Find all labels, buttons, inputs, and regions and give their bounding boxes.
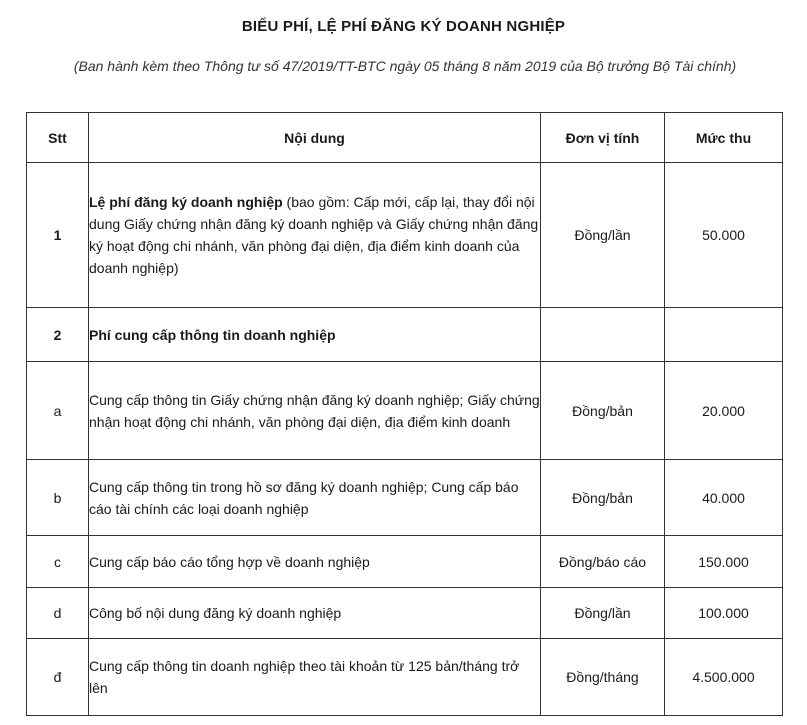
fee-table — [26, 112, 783, 716]
table-row — [27, 460, 783, 536]
row-content: Cung cấp thông tin Giấy chứng nhận đăng ký doanh nghiệp; Giấy chứng nhận hoạt động chi nhánh, văn phòng đại diện, địa điểm kinh doanh — [89, 362, 541, 460]
row-stt: c — [27, 536, 89, 588]
row-content: Cung cấp thông tin trong hồ sơ đăng ký doanh nghiệp; Cung cấp báo cáo tài chính các loại doanh nghiệp — [89, 460, 541, 536]
row-fee — [665, 308, 783, 362]
header-content: Nội dung — [89, 113, 541, 163]
table-header-row — [27, 113, 783, 163]
row-stt: b — [27, 460, 89, 536]
row-fee: 100.000 — [665, 588, 783, 639]
row-fee: 50.000 — [665, 163, 783, 308]
row-unit: Đồng/lần — [541, 163, 665, 308]
header-stt: Stt — [27, 113, 89, 163]
document-title: BIỂU PHÍ, LỆ PHÍ ĐĂNG KÝ DOANH NGHIỆP — [241, 18, 566, 35]
table-row — [27, 308, 783, 362]
row-unit: Đồng/bản — [541, 362, 665, 460]
row-fee: 150.000 — [665, 536, 783, 588]
row-unit: Đồng/bản — [541, 460, 665, 536]
row-unit: Đồng/lần — [541, 588, 665, 639]
row-content-bold: Lệ phí đăng ký doanh nghiệp — [89, 194, 283, 210]
header-fee: Mức thu — [665, 113, 783, 163]
row-content: Cung cấp thông tin doanh nghiệp theo tài khoản từ 125 bản/tháng trở lên — [89, 639, 541, 716]
row-content-text: (bao gồm: Cấp mới, cấp lại, thay đổi nội dung Giấy chứng nhận đăng ký doanh nghiệp và Giấy chứng nhận đăng ký hoạt động chi nhánh, văn phòng đại diện, địa điểm kinh doanh của doanh nghiệp) — [89, 194, 539, 276]
row-stt: a — [27, 362, 89, 460]
row-fee: 40.000 — [665, 460, 783, 536]
table-row — [27, 588, 783, 639]
row-stt: 2 — [27, 308, 89, 362]
header-unit: Đơn vị tính — [541, 113, 665, 163]
row-unit: Đồng/báo cáo — [541, 536, 665, 588]
table-row — [27, 362, 783, 460]
row-stt: d — [27, 588, 89, 639]
row-unit: Đồng/tháng — [541, 639, 665, 716]
row-content: Công bố nội dung đăng ký doanh nghiệp — [89, 588, 541, 639]
row-unit — [541, 308, 665, 362]
table-row — [27, 163, 783, 308]
row-content-bold: Phí cung cấp thông tin doanh nghiệp — [89, 326, 336, 343]
document-subtitle: (Ban hành kèm theo Thông tư số 47/2019/TT-BTC ngày 05 tháng 8 năm 2019 của Bộ trưởng Bộ Tài chính) — [73, 58, 737, 74]
table-row — [27, 536, 783, 588]
row-content: Cung cấp báo cáo tổng hợp về doanh nghiệp — [89, 536, 541, 588]
row-content — [89, 308, 541, 362]
row-stt: 1 — [27, 163, 89, 308]
row-content — [89, 163, 541, 308]
row-stt: đ — [27, 639, 89, 716]
table-row — [27, 639, 783, 716]
row-fee: 4.500.000 — [665, 639, 783, 716]
row-fee: 20.000 — [665, 362, 783, 460]
